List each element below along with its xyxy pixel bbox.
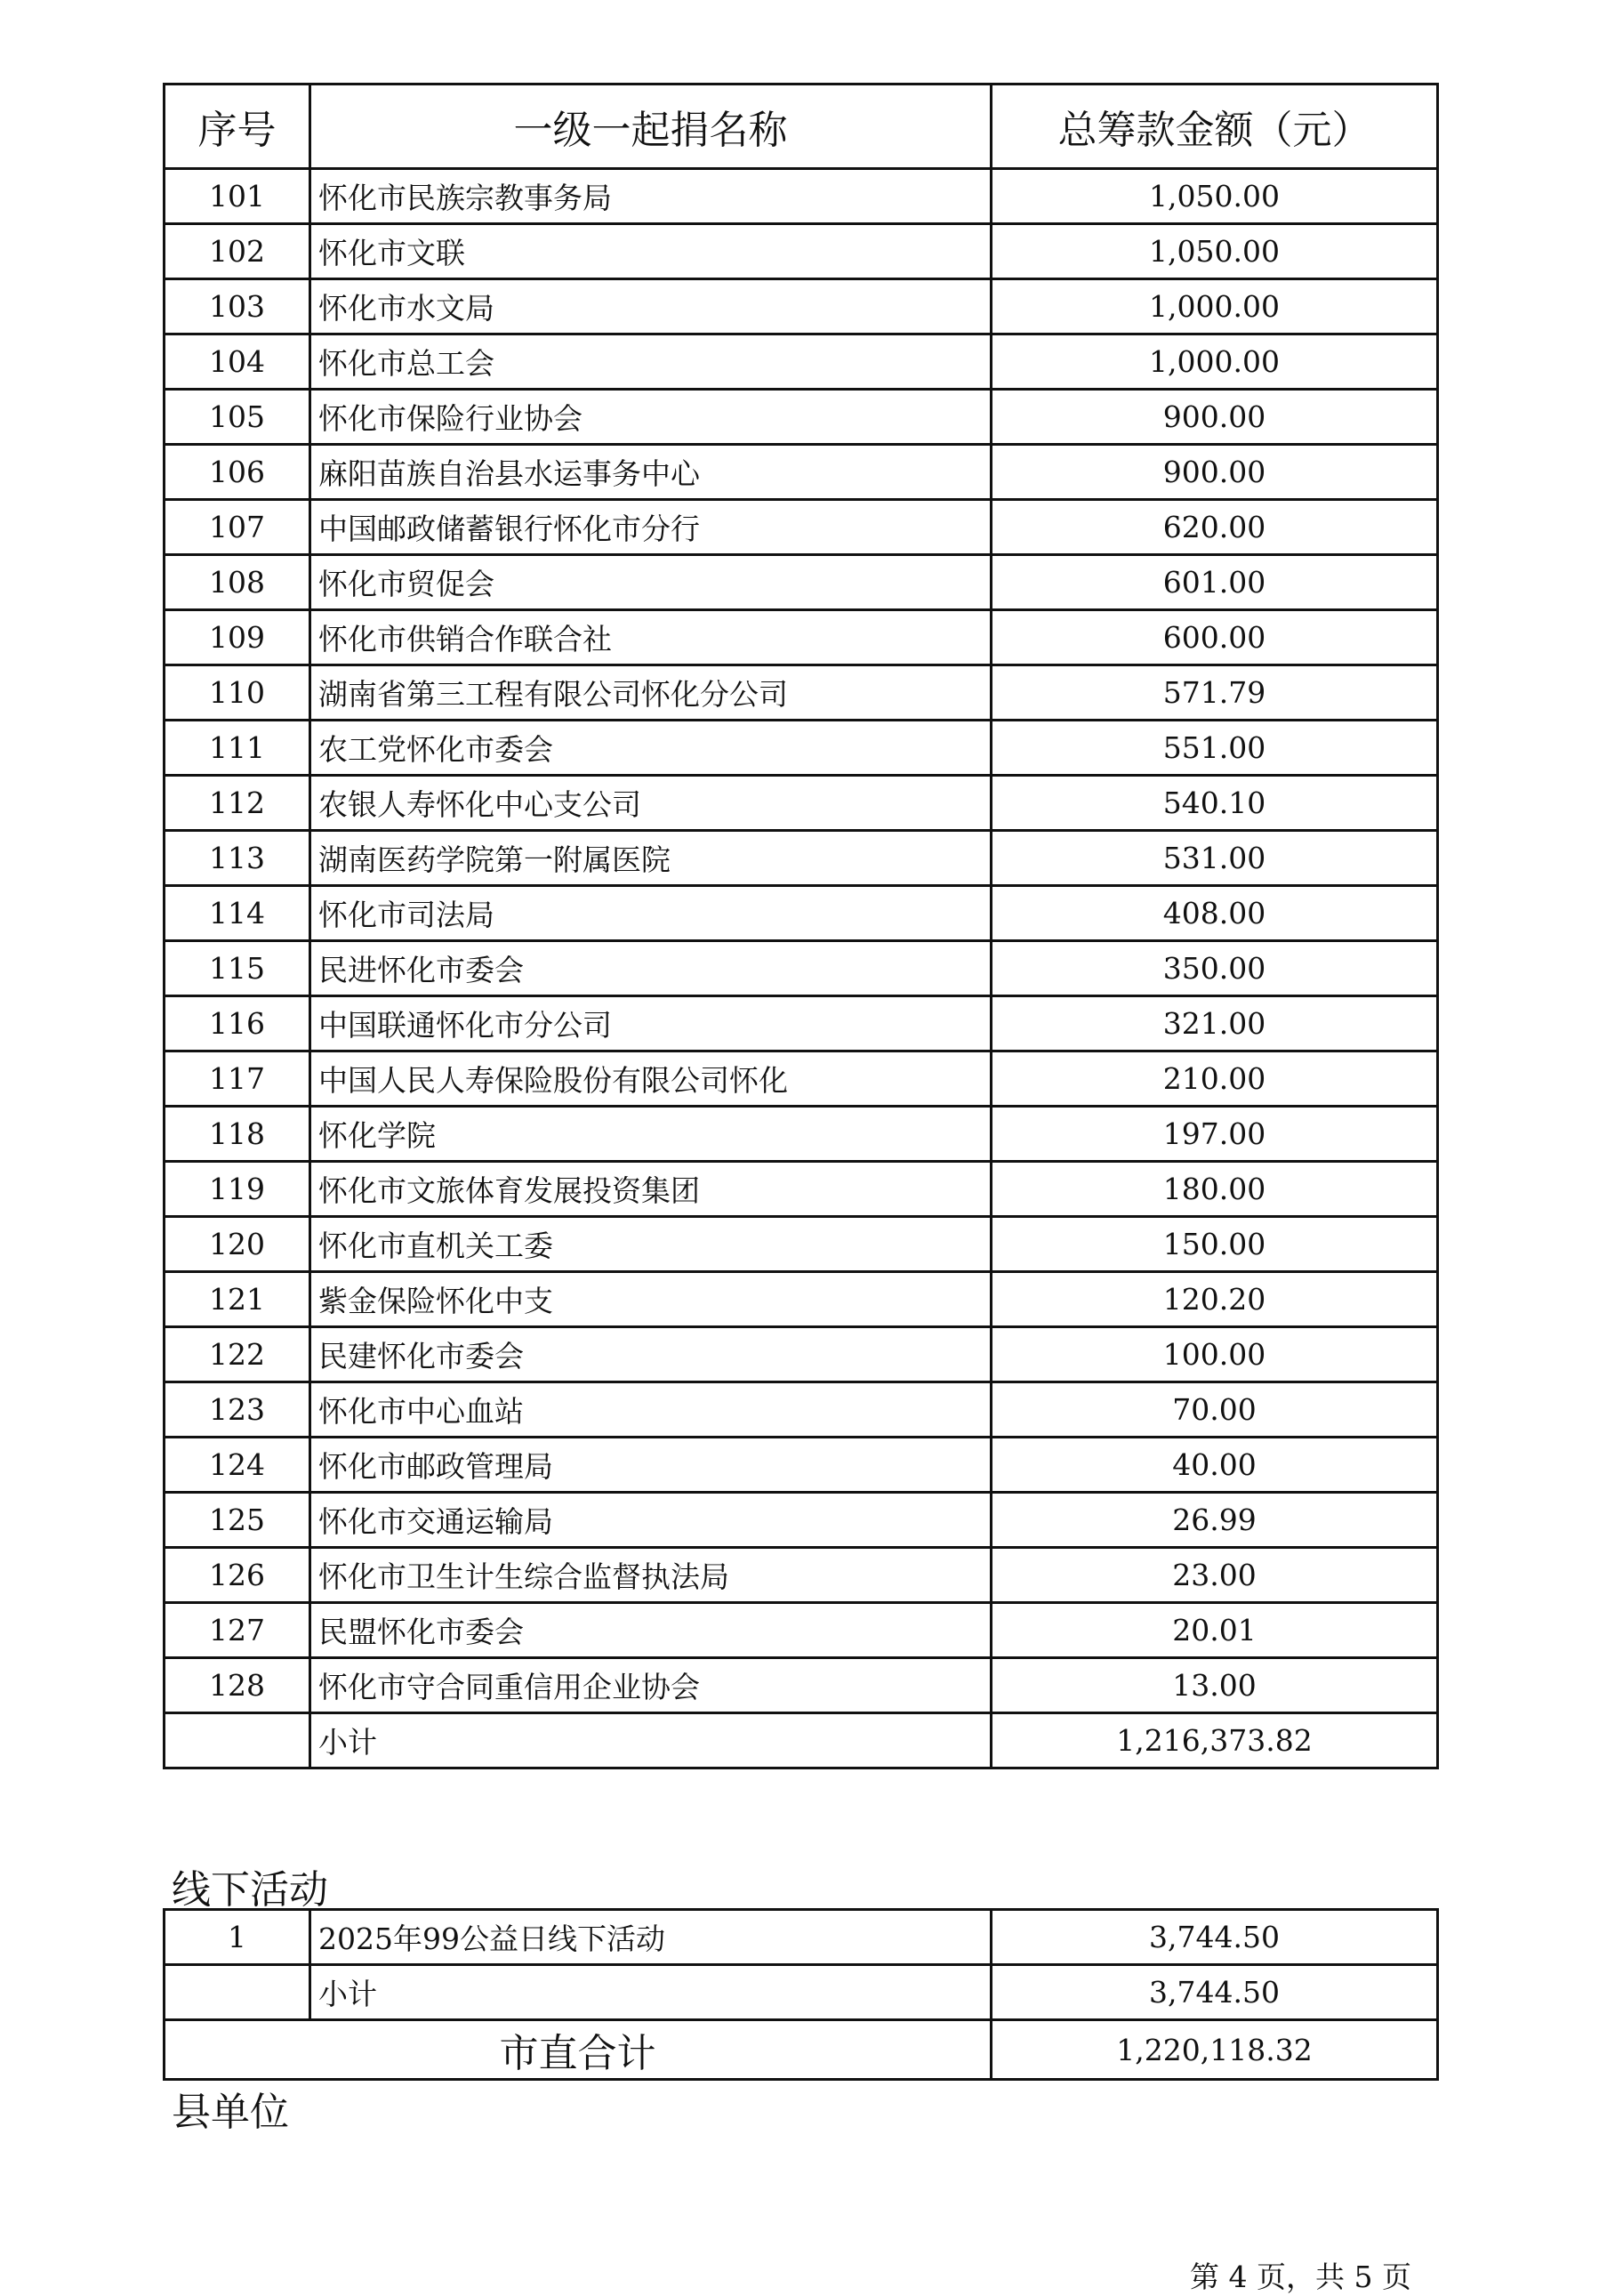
table-row [165, 996, 1438, 1051]
row-name: 湖南医药学院第一附属医院 [310, 831, 992, 886]
row-name: 农工党怀化市委会 [310, 721, 992, 776]
table-row [165, 1162, 1438, 1217]
row-amount: 1,050.00 [992, 169, 1438, 224]
row-amount: 70.00 [992, 1382, 1438, 1438]
header-name: 一级一起捐名称 [310, 85, 992, 169]
row-name: 怀化市贸促会 [310, 555, 992, 610]
page-number: 第 4 页，共 5 页 [1190, 2260, 1411, 2294]
offline-subtotal-row [165, 1965, 1438, 2020]
row-amount: 100.00 [992, 1327, 1438, 1382]
table-header-row [165, 85, 1438, 169]
table-row [165, 610, 1438, 665]
table-row [165, 169, 1438, 224]
row-name: 民盟怀化市委会 [310, 1603, 992, 1658]
row-name: 怀化学院 [310, 1107, 992, 1162]
row-amount: 1,000.00 [992, 334, 1438, 390]
subtotal-amount: 1,216,373.82 [992, 1713, 1438, 1768]
grand-total-label: 市直合计 [165, 2020, 992, 2080]
row-name: 怀化市总工会 [310, 334, 992, 390]
table-row [165, 445, 1438, 500]
row-name: 怀化市水文局 [310, 279, 992, 334]
table-row [165, 1107, 1438, 1162]
row-amount: 26.99 [992, 1493, 1438, 1548]
table-row [165, 1658, 1438, 1713]
row-number: 122 [165, 1327, 310, 1382]
row-number: 109 [165, 610, 310, 665]
table-row [165, 1910, 1438, 1965]
row-number: 118 [165, 1107, 310, 1162]
row-number: 105 [165, 390, 310, 445]
row-number: 120 [165, 1217, 310, 1272]
row-name: 怀化市民族宗教事务局 [310, 169, 992, 224]
row-number: 124 [165, 1438, 310, 1493]
row-number: 115 [165, 941, 310, 996]
row-amount: 321.00 [992, 996, 1438, 1051]
row-name: 怀化市文旅体育发展投资集团 [310, 1162, 992, 1217]
table-row [165, 886, 1438, 941]
header-index: 序号 [165, 85, 310, 169]
row-amount: 180.00 [992, 1162, 1438, 1217]
row-number: 121 [165, 1272, 310, 1327]
row-amount: 40.00 [992, 1438, 1438, 1493]
table-row [165, 1382, 1438, 1438]
row-name: 怀化市守合同重信用企业协会 [310, 1658, 992, 1713]
row-amount: 1,000.00 [992, 279, 1438, 334]
row-name: 怀化市卫生计生综合监督执法局 [310, 1548, 992, 1603]
row-name: 怀化市文联 [310, 224, 992, 279]
table-row [165, 665, 1438, 721]
row-number: 108 [165, 555, 310, 610]
row-amount: 900.00 [992, 390, 1438, 445]
table-row [165, 1493, 1438, 1548]
row-number: 119 [165, 1162, 310, 1217]
row-amount: 13.00 [992, 1658, 1438, 1713]
row-amount: 23.00 [992, 1548, 1438, 1603]
table-row [165, 1272, 1438, 1327]
row-amount: 20.01 [992, 1603, 1438, 1658]
row-number: 126 [165, 1548, 310, 1603]
offline-table [163, 1908, 1439, 2081]
table-row [165, 1217, 1438, 1272]
row-name: 民进怀化市委会 [310, 941, 992, 996]
table-row [165, 831, 1438, 886]
row-number: 112 [165, 776, 310, 831]
row-name: 怀化市保险行业协会 [310, 390, 992, 445]
header-amount: 总筹款金额（元） [992, 85, 1438, 169]
row-amount: 551.00 [992, 721, 1438, 776]
row-amount: 120.20 [992, 1272, 1438, 1327]
row-amount: 150.00 [992, 1217, 1438, 1272]
grand-total-row [165, 2020, 1438, 2080]
row-amount: 601.00 [992, 555, 1438, 610]
row-name: 中国邮政储蓄银行怀化市分行 [310, 500, 992, 555]
row-amount: 531.00 [992, 831, 1438, 886]
row-number: 104 [165, 334, 310, 390]
grand-total-amount: 1,220,118.32 [992, 2020, 1438, 2080]
row-number: 103 [165, 279, 310, 334]
row-amount: 350.00 [992, 941, 1438, 996]
row-name: 怀化市供销合作联合社 [310, 610, 992, 665]
row-name: 怀化市中心血站 [310, 1382, 992, 1438]
table-row [165, 941, 1438, 996]
row-number: 101 [165, 169, 310, 224]
table-row [165, 334, 1438, 390]
table-row [165, 1051, 1438, 1107]
row-amount: 540.10 [992, 776, 1438, 831]
row-name: 怀化市交通运输局 [310, 1493, 992, 1548]
table-row [165, 776, 1438, 831]
row-number: 107 [165, 500, 310, 555]
offline-subtotal-label: 小计 [310, 1965, 992, 2020]
table-row [165, 1327, 1438, 1382]
row-number: 116 [165, 996, 310, 1051]
table-row [165, 279, 1438, 334]
row-amount: 571.79 [992, 665, 1438, 721]
table-row [165, 390, 1438, 445]
row-number: 114 [165, 886, 310, 941]
row-number: 125 [165, 1493, 310, 1548]
row-number: 106 [165, 445, 310, 500]
row-name: 怀化市直机关工委 [310, 1217, 992, 1272]
subtotal-row [165, 1713, 1438, 1768]
subtotal-label: 小计 [310, 1713, 992, 1768]
row-amount: 620.00 [992, 500, 1438, 555]
row-amount: 1,050.00 [992, 224, 1438, 279]
row-number: 127 [165, 1603, 310, 1658]
row-name: 民建怀化市委会 [310, 1327, 992, 1382]
row-name: 中国人民人寿保险股份有限公司怀化 [310, 1051, 992, 1107]
row-number: 110 [165, 665, 310, 721]
row-number: 113 [165, 831, 310, 886]
row-name: 中国联通怀化市分公司 [310, 996, 992, 1051]
table-row [165, 721, 1438, 776]
row-number: 128 [165, 1658, 310, 1713]
row-name: 紫金保险怀化中支 [310, 1272, 992, 1327]
offline-subtotal-amount: 3,744.50 [992, 1965, 1438, 2020]
row-name: 湖南省第三工程有限公司怀化分公司 [310, 665, 992, 721]
row-name: 2025年99公益日线下活动 [310, 1910, 992, 1965]
donation-table [163, 83, 1439, 1769]
row-number: 117 [165, 1051, 310, 1107]
row-name: 麻阳苗族自治县水运事务中心 [310, 445, 992, 500]
row-amount: 408.00 [992, 886, 1438, 941]
table-row [165, 1548, 1438, 1603]
row-number: 123 [165, 1382, 310, 1438]
table-row [165, 1438, 1438, 1493]
county-section-title: 县单位 [172, 2090, 289, 2135]
row-amount: 3,744.50 [992, 1910, 1438, 1965]
row-number: 102 [165, 224, 310, 279]
row-amount: 600.00 [992, 610, 1438, 665]
table-row [165, 500, 1438, 555]
row-number: 1 [165, 1910, 310, 1965]
row-amount: 197.00 [992, 1107, 1438, 1162]
row-name: 怀化市邮政管理局 [310, 1438, 992, 1493]
table-row [165, 555, 1438, 610]
row-name: 农银人寿怀化中心支公司 [310, 776, 992, 831]
offline-section-title: 线下活动 [172, 1867, 328, 1913]
table-row [165, 224, 1438, 279]
table-row [165, 1603, 1438, 1658]
row-number: 111 [165, 721, 310, 776]
row-name: 怀化市司法局 [310, 886, 992, 941]
row-amount: 900.00 [992, 445, 1438, 500]
row-amount: 210.00 [992, 1051, 1438, 1107]
